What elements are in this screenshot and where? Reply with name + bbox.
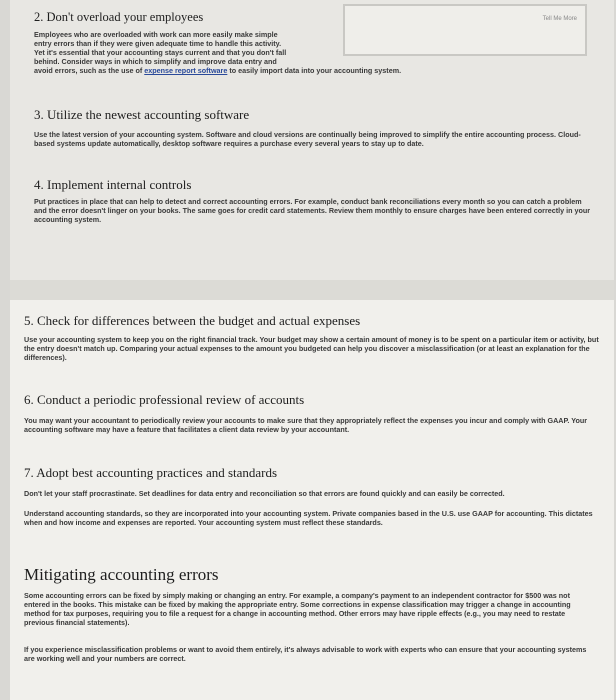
section-6-body: You may want your accountant to periodically review your accounts to make sure that they appropriately reflect the expenses you incur and comply with GAAP. Your accounting software may have a feature that facilitates a client data review by your accountant. (24, 416, 588, 434)
section-3-body: Use the latest version of your accounting system. Software and cloud versions are continually being improved to simplify the entire accounting process. Cloud-based systems update automatically, desktop software requires a purchase every several years to stay up to date. (34, 130, 581, 148)
section-2-line: Employees who are overloaded with work can more easily make simple (34, 30, 278, 39)
section-2-line: behind. Consider ways in which to simplify and improve data entry and (34, 57, 277, 66)
section-2-line: entry errors than if they were given adequate time to handle this activity. (34, 39, 282, 48)
section-5-heading: 5. Check for differences between the budget and actual expenses (24, 313, 361, 328)
section-2-line: Yet it's essential that your accounting stays current and that you don't fall (34, 48, 287, 57)
mitigating-body-2: If you experience misclassification problems or want to avoid them entirely, it's always advisable to work with experts who can ensure that your accounting systems are working well and your numbers are correct. (24, 645, 587, 663)
section-4-body: Put practices in place that can help to detect and correct accounting errors. For example, conduct bank reconciliations every month so you can catch a problem and the error doesn't linger on your books. The same goes for credit card statements. Review them monthly to ensure charges have been entered correctly in your accounting system. (34, 197, 591, 224)
section-7-body-2: Understand accounting standards, so they are incorporated into your accounting system. Private companies based in the U.S. use GAAP for accounting. This dictates when and how income and expenses are reported. Your accounting system must reflect these standards. (24, 509, 593, 527)
section-7-body-1: Don't let your staff procrastinate. Set deadlines for data entry and reconciliation so that errors are found quickly and can easily be corrected. (24, 489, 505, 498)
section-7-heading: 7. Adopt best accounting practices and standards (24, 465, 278, 480)
section-5-body: Use your accounting system to keep you on the right financial track. Your budget may show a certain amount of money is to be spent on a particular item or activity, but the entry doesn't match up. Comparing your actual expenses to the amount you budgeted can help you discover a misclassification (or at least an explanation for the differences). (24, 335, 599, 362)
section-2-line (34, 66, 504, 75)
mitigating-body-1: Some accounting errors can be fixed by simply making or changing an entry. For example, a company's payment to an independent contractor for $500 was not entered in the books. This mistake can be fixed by making the appropriate entry. Some corrections in expense classification may trigger a change in accounting method for tax purposes, requiring you to file a request for a change in accounting method. Other errors may have ripple effects (e.g., you may need to restate previous financial statements). (24, 591, 571, 627)
article-page (10, 0, 614, 700)
page-gap (10, 280, 614, 300)
section-4-heading: 4. Implement internal controls (34, 177, 192, 192)
section-2-heading: 2. Don't overload your employees (34, 10, 204, 24)
tell-me-more-box[interactable] (343, 4, 587, 56)
tell-me-more-label: Tell Me More (542, 16, 577, 22)
expense-report-software-link[interactable]: expense report software (144, 66, 228, 75)
section-2-text: to easily import data into your accounting system. (227, 66, 402, 75)
section-3-heading: 3. Utilize the newest accounting software (34, 107, 250, 122)
section-6-heading: 6. Conduct a periodic professional review of accounts (24, 392, 305, 407)
section-2-text: avoid errors, such as the use of (34, 66, 145, 75)
mitigating-heading: Mitigating accounting errors (24, 565, 219, 584)
